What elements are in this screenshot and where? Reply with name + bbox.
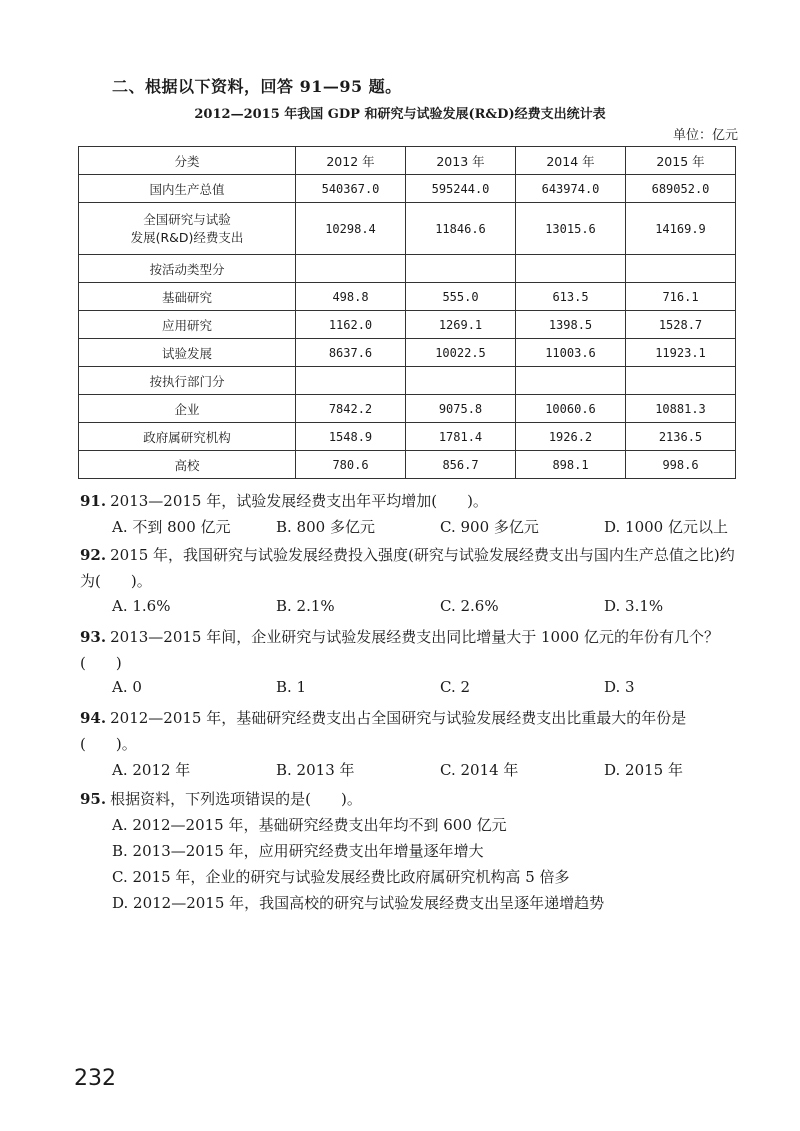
options-92	[112, 597, 752, 621]
cell-value: 998.6	[626, 451, 736, 479]
row-label: 应用研究	[79, 311, 296, 339]
cell-value: 10060.6	[516, 395, 626, 423]
option-d[interactable]: D. 3.1%	[604, 597, 664, 615]
question-number: 91.	[80, 492, 107, 510]
question-number: 92.	[80, 546, 107, 564]
option-a[interactable]: A. 1.6%	[112, 597, 171, 615]
cell-value: 10881.3	[626, 395, 736, 423]
cell-empty	[516, 367, 626, 395]
cell-value: 613.5	[516, 283, 626, 311]
section-heading: 二、根据以下资料，回答 91—95 题。	[112, 77, 402, 96]
row-label: 全国研究与试验 发展(R&D)经费支出	[79, 203, 296, 255]
cell-value: 498.8	[296, 283, 406, 311]
table-row	[79, 423, 736, 451]
header-category: 分类	[79, 147, 296, 175]
cell-empty	[296, 255, 406, 283]
table-row	[79, 283, 736, 311]
row-label: 企业	[79, 395, 296, 423]
cell-value: 716.1	[626, 283, 736, 311]
question-number: 94.	[80, 709, 107, 727]
row-label: 高校	[79, 451, 296, 479]
cell-value: 10022.5	[406, 339, 516, 367]
cell-value: 7842.2	[296, 395, 406, 423]
cell-value: 595244.0	[406, 175, 516, 203]
cell-value: 540367.0	[296, 175, 406, 203]
cell-value: 555.0	[406, 283, 516, 311]
question-95	[80, 786, 740, 812]
option-c[interactable]: C. 900 多亿元	[440, 518, 539, 536]
cell-empty	[516, 255, 626, 283]
cell-value: 1548.9	[296, 423, 406, 451]
cell-value: 9075.8	[406, 395, 516, 423]
unit-label: 单位：亿元	[672, 128, 738, 143]
cell-value: 1398.5	[516, 311, 626, 339]
header-2013: 2013 年	[406, 147, 516, 175]
question-93	[80, 624, 740, 676]
question-92	[80, 542, 740, 594]
question-number: 95.	[80, 790, 107, 808]
table-row	[79, 311, 736, 339]
question-text: 2015 年，我国研究与试验发展经费投入强度(研究与试验发展经费支出与国内生产总值之比)约为( )。	[80, 546, 735, 590]
table-row	[79, 451, 736, 479]
option-d[interactable]: D. 1000 亿元以上	[604, 518, 728, 536]
option-a[interactable]: A. 不到 800 亿元	[112, 518, 231, 536]
cell-empty	[406, 367, 516, 395]
cell-value: 1926.2	[516, 423, 626, 451]
options-94	[112, 759, 752, 783]
cell-value: 11003.6	[516, 339, 626, 367]
option-c[interactable]: C. 2015 年，企业的研究与试验发展经费比政府属研究机构高 5 倍多	[112, 868, 570, 886]
cell-value: 10298.4	[296, 203, 406, 255]
cell-value: 689052.0	[626, 175, 736, 203]
cell-value: 1528.7	[626, 311, 736, 339]
option-a[interactable]: A. 2012—2015 年，基础研究经费支出年均不到 600 亿元	[112, 816, 507, 834]
cell-value: 2136.5	[626, 423, 736, 451]
page-number: 232	[74, 1066, 116, 1091]
option-a[interactable]: A. 0	[112, 678, 142, 696]
option-d[interactable]: D. 2012—2015 年，我国高校的研究与试验发展经费支出呈逐年递增趋势	[112, 894, 605, 912]
header-2014: 2014 年	[516, 147, 626, 175]
cell-value: 14169.9	[626, 203, 736, 255]
cell-value: 1162.0	[296, 311, 406, 339]
option-a[interactable]: A. 2012 年	[112, 761, 191, 779]
cell-value: 856.7	[406, 451, 516, 479]
option-b[interactable]: B. 2013—2015 年，应用研究经费支出年增量逐年增大	[112, 842, 484, 860]
statistics-table	[78, 146, 736, 479]
row-label: 政府属研究机构	[79, 423, 296, 451]
row-label: 基础研究	[79, 283, 296, 311]
cell-empty	[406, 255, 516, 283]
cell-value: 1781.4	[406, 423, 516, 451]
table-row	[79, 339, 736, 367]
cell-empty	[296, 367, 406, 395]
cell-value: 13015.6	[516, 203, 626, 255]
question-text: 2013—2015 年间，企业研究与试验发展经费支出同比增量大于 1000 亿元的年份有几个？( )	[80, 628, 719, 672]
question-text: 2012—2015 年，基础研究经费支出占全国研究与试验发展经费支出比重最大的年份是( )。	[80, 709, 687, 753]
header-2015: 2015 年	[626, 147, 736, 175]
row-group-label: 按活动类型分	[79, 255, 296, 283]
question-94	[80, 705, 740, 757]
cell-value: 11923.1	[626, 339, 736, 367]
table-title: 2012—2015 年我国 GDP 和研究与试验发展(R&D)经费支出统计表	[194, 107, 606, 122]
option-b[interactable]: B. 2.1%	[276, 597, 335, 615]
option-c[interactable]: C. 2	[440, 678, 471, 696]
row-label: 试验发展	[79, 339, 296, 367]
table-header-row	[79, 147, 736, 175]
cell-value: 898.1	[516, 451, 626, 479]
cell-value: 11846.6	[406, 203, 516, 255]
cell-value: 1269.1	[406, 311, 516, 339]
options-93	[112, 678, 752, 702]
cell-empty	[626, 255, 736, 283]
table-row	[79, 203, 736, 255]
option-c[interactable]: C. 2014 年	[440, 761, 519, 779]
table-row	[79, 395, 736, 423]
cell-value: 8637.6	[296, 339, 406, 367]
header-2012: 2012 年	[296, 147, 406, 175]
question-text: 根据资料，下列选项错误的是( )。	[110, 790, 362, 808]
row-group-label: 按执行部门分	[79, 367, 296, 395]
table-row	[79, 367, 736, 395]
question-91	[80, 488, 740, 514]
cell-value: 780.6	[296, 451, 406, 479]
question-number: 93.	[80, 628, 107, 646]
option-b[interactable]: B. 1	[276, 678, 307, 696]
option-d[interactable]: D. 2015 年	[604, 761, 683, 779]
option-d[interactable]: D. 3	[604, 678, 635, 696]
table-row	[79, 255, 736, 283]
question-text: 2013—2015 年，试验发展经费支出年平均增加( )。	[110, 492, 488, 510]
option-c[interactable]: C. 2.6%	[440, 597, 499, 615]
row-label: 国内生产总值	[79, 175, 296, 203]
table-row	[79, 175, 736, 203]
options-91	[112, 516, 752, 540]
cell-empty	[626, 367, 736, 395]
option-b[interactable]: B. 800 多亿元	[276, 518, 375, 536]
cell-value: 643974.0	[516, 175, 626, 203]
option-b[interactable]: B. 2013 年	[276, 761, 355, 779]
